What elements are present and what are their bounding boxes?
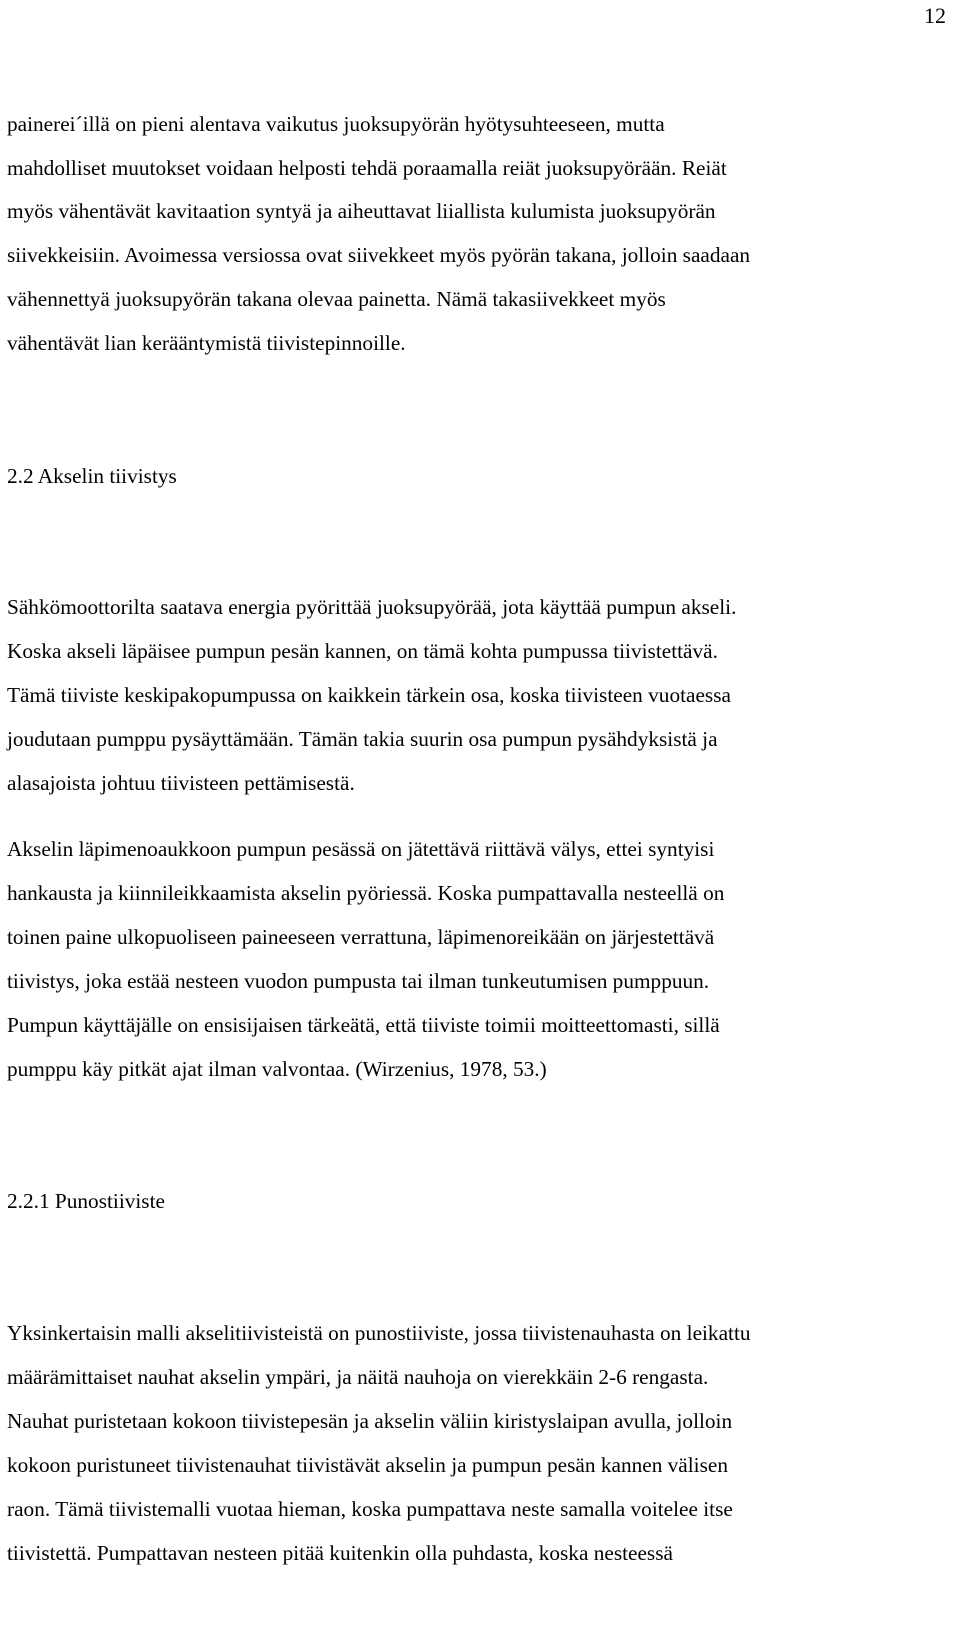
text-line: Koska akseli läpäisee pumpun pesän kannen, on tämä kohta pumpussa tiivistettävä.	[7, 639, 718, 663]
text-line: määrämittaiset nauhat akselin ympäri, ja näitä nauhoja on vierekkäin 2-6 rengasta.	[7, 1365, 709, 1389]
text-line: vähentävät lian kerääntymistä tiivistepinnoille.	[7, 331, 406, 355]
text-line: toinen paine ulkopuoliseen paineeseen verrattuna, läpimenoreikään on järjestettävä	[7, 925, 715, 949]
text-line: Sähkömoottorilta saatava energia pyörittää juoksupyörää, jota käyttää pumpun akseli.	[7, 595, 737, 619]
text-line: Yksinkertaisin malli akselitiivisteistä on punostiiviste, jossa tiivistenauhasta on leikattu	[7, 1321, 751, 1345]
text-line: vähennettyä juoksupyörän takana olevaa painetta. Nämä takasiivekkeet myös	[7, 287, 666, 311]
page-number: 12	[924, 3, 946, 28]
text-line: raon. Tämä tiivistemalli vuotaa hieman, koska pumpattava neste samalla voitelee itse	[7, 1497, 733, 1521]
text-line: kokoon puristuneet tiivistenauhat tiivistävät akselin ja pumpun pesän kannen välisen	[7, 1453, 728, 1477]
text-line: Akselin läpimenoaukkoon pumpun pesässä on jätettävä riittävä välys, ettei syntyisi	[7, 837, 715, 861]
text-line: tiivistettä. Pumpattavan nesteen pitää kuitenkin olla puhdasta, koska nesteessä	[7, 1541, 673, 1565]
heading-text: 2.2 Akselin tiivistys	[7, 464, 177, 488]
text-line: tiivistys, joka estää nesteen vuodon pumpusta tai ilman tunkeutumisen pumppuun.	[7, 969, 710, 993]
text-line: Pumpun käyttäjälle on ensisijaisen tärkeätä, että tiiviste toimii moitteettomasti, sillä	[7, 1013, 720, 1037]
text-line: alasajoista johtuu tiivisteen pettämisestä.	[7, 771, 355, 795]
text-line: hankausta ja kiinnileikkaamista akselin pyöriessä. Koska pumpattavalla nesteellä on	[7, 881, 725, 905]
text-line: mahdolliset muutokset voidaan helposti tehdä poraamalla reiät juoksupyörään. Reiät	[7, 156, 727, 180]
text-line: siivekkeisiin. Avoimessa versiossa ovat siivekkeet myös pyörän takana, jolloin saadaan	[7, 243, 751, 267]
text-line: Nauhat puristetaan kokoon tiivistepesän ja akselin väliin kiristyslaipan avulla, jolloin	[7, 1409, 733, 1433]
text-line: Tämä tiiviste keskipakopumpussa on kaikkein tärkein osa, koska tiivisteen vuotaessa	[7, 683, 731, 707]
text-line: joudutaan pumppu pysäyttämään. Tämän takia suurin osa pumpun pysähdyksistä ja	[7, 727, 718, 751]
heading-text: 2.2.1 Punostiiviste	[7, 1189, 165, 1213]
text-line: myös vähentävät kavitaation syntyä ja aiheuttavat liiallista kulumista juoksupyörän	[7, 199, 716, 223]
text-line: pumppu käy pitkät ajat ilman valvontaa. (Wirzenius, 1978, 53.)	[7, 1057, 547, 1081]
text-line: painerei´illä on pieni alentava vaikutus juoksupyörän hyötysuhteeseen, mutta	[7, 112, 665, 136]
